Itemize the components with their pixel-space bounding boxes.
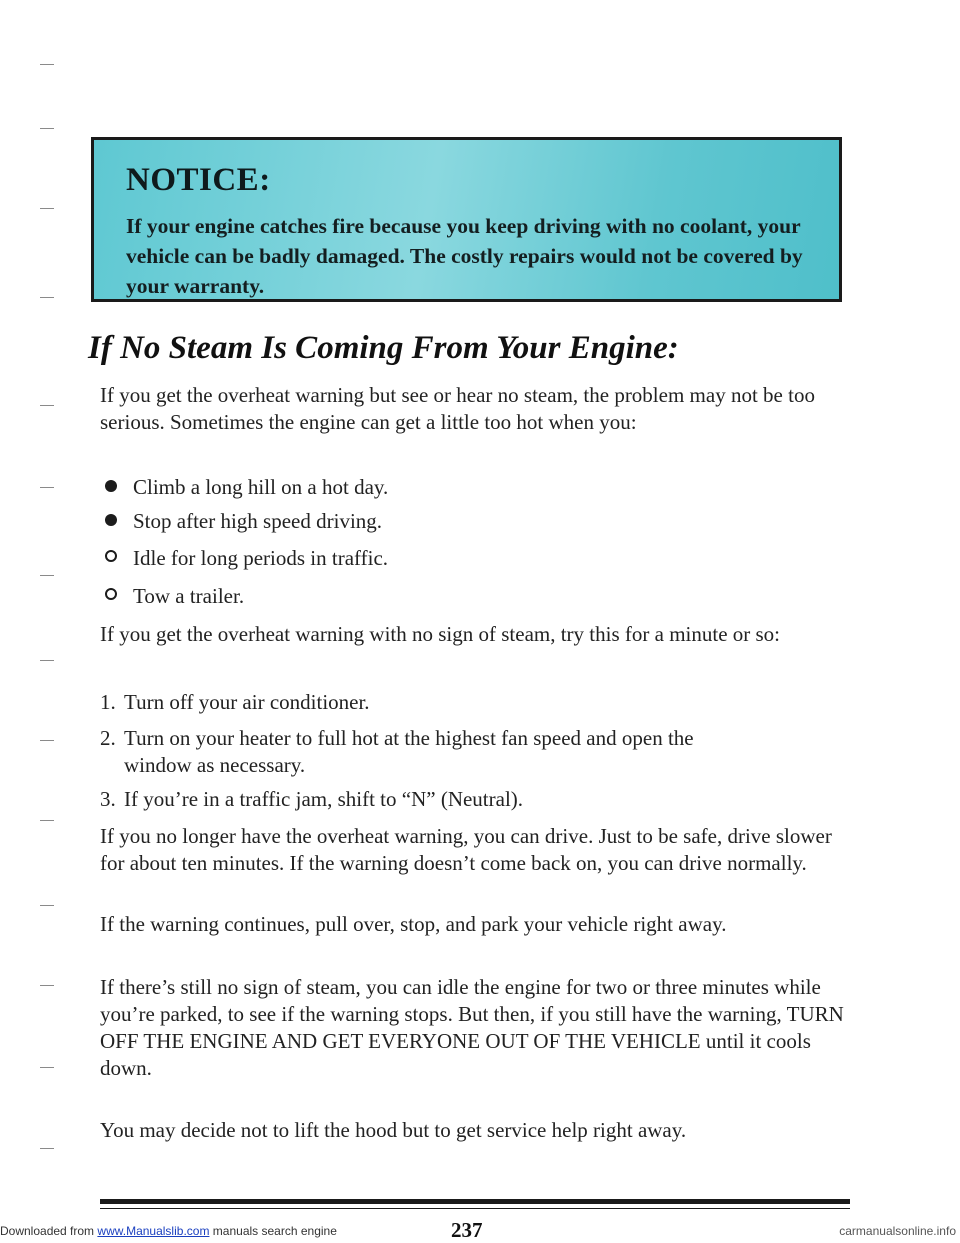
margin-mark <box>40 128 54 129</box>
margin-mark <box>40 487 54 488</box>
watermark: carmanualsonline.info <box>839 1224 956 1238</box>
margin-mark <box>40 660 54 661</box>
margin-mark <box>40 905 54 906</box>
bullet-icon <box>105 480 117 492</box>
paragraph: If there’s still no sign of steam, you can idle the engine for two or three minutes while you’re parked, to see if the warning stops. But then, if you still have the warning, TURN OFF THE ENGINE AND GET EVERYONE OUT OF THE VEHICLE until it cools down. <box>100 975 844 1080</box>
paragraph: If the warning continues, pull over, stop, and park your vehicle right away. <box>100 912 727 936</box>
margin-mark <box>40 405 54 406</box>
margin-mark <box>40 1148 54 1149</box>
margin-mark <box>40 208 54 209</box>
steps-intro-paragraph: If you get the overheat warning with no sign of steam, try this for a minute or so: <box>100 622 781 646</box>
notice-body: If your engine catches fire because you keep driving with no coolant, your vehicle can be badly damaged. The costly repairs would not be covered by your warranty. <box>126 214 803 298</box>
bullet-icon <box>105 550 117 562</box>
list-item: Idle for long periods in traffic. <box>105 545 388 572</box>
margin-mark <box>40 820 54 821</box>
manualslib-link[interactable]: www.Manualslib.com <box>97 1224 210 1238</box>
footer-rule-thin <box>100 1208 850 1209</box>
paragraph: You may decide not to lift the hood but to get service help right away. <box>100 1118 687 1142</box>
margin-mark <box>40 1067 54 1068</box>
margin-mark <box>40 575 54 576</box>
margin-mark <box>40 985 54 986</box>
list-item: Tow a trailer. <box>105 583 244 610</box>
list-item: 2. Turn on your heater to full hot at the highest fan speed and open the window as necessary. <box>100 726 694 777</box>
list-item: 1. Turn off your air conditioner. <box>100 690 370 714</box>
paragraph: If you no longer have the overheat warning, you can drive. Just to be safe, drive slower for about ten minutes. If the warning doesn’t come back on, you can drive normally. <box>100 824 832 875</box>
notice-box <box>91 137 842 302</box>
bullet-icon <box>105 588 117 600</box>
page-number: 237 <box>451 1218 483 1242</box>
list-item: Stop after high speed driving. <box>105 508 382 535</box>
footer-rule <box>100 1199 850 1204</box>
download-credit: Downloaded from www.Manualslib.com manuals search engine <box>0 1224 337 1238</box>
margin-mark <box>40 297 54 298</box>
list-item: Climb a long hill on a hot day. <box>105 474 388 501</box>
intro-paragraph: If you get the overheat warning but see or hear no steam, the problem may not be too serious. Sometimes the engine can get a little too hot when you: <box>100 383 815 434</box>
margin-mark <box>40 740 54 741</box>
notice-title: NOTICE: <box>126 162 271 198</box>
margin-mark <box>40 64 54 65</box>
list-item: 3. If you’re in a traffic jam, shift to “N” (Neutral). <box>100 787 524 811</box>
section-heading: If No Steam Is Coming From Your Engine: <box>88 330 679 366</box>
bullet-icon <box>105 514 117 526</box>
